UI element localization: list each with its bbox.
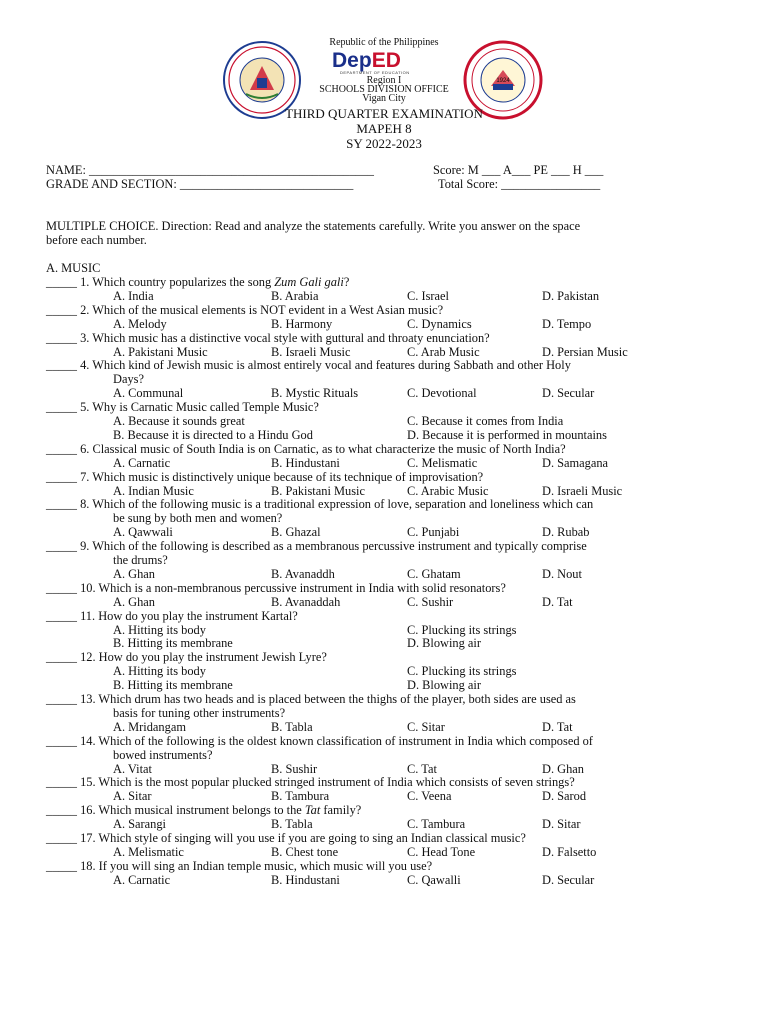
choice-option: A. Carnatic xyxy=(113,455,171,470)
choice-option: A. Carnatic xyxy=(113,872,171,887)
question-text-part: ? xyxy=(343,275,350,289)
choice-option: D. Sitar xyxy=(542,817,581,832)
choice-option: D. Secular xyxy=(542,872,595,887)
choice-option: B. Pakistani Music xyxy=(271,483,365,498)
choice-option: A. Ghan xyxy=(113,594,155,609)
total-score-field[interactable]: Total Score: ________________ xyxy=(438,177,601,191)
deped-logo-dep: Dep xyxy=(332,49,372,72)
choice-option: A. Ghan xyxy=(113,566,155,581)
choice-option: D. Persian Music xyxy=(542,344,628,359)
question-text: _____ 13. Which drum has two heads and is placed between the thighs of the player, both sides are used as xyxy=(46,692,576,706)
question-text: _____ 17. Which style of singing will you use if you are going to sing an Indian classical music? xyxy=(46,831,526,845)
question-emphasis: Tat xyxy=(304,803,321,818)
choice-option: A. Sitar xyxy=(113,789,152,804)
choice-option: B. Avanaddah xyxy=(271,594,341,609)
choice-option: A. Qawwali xyxy=(113,525,173,540)
choice-option: A. Hitting its body xyxy=(113,622,206,637)
directions-line-1: MULTIPLE CHOICE. Direction: Read and analyze the statements carefully. Write you answer on the space xyxy=(46,219,581,233)
question-text: _____ 2. Which of the musical elements is NOT evident in a West Asian music? xyxy=(46,302,444,317)
choice-option: B. Hitting its membrane xyxy=(113,678,233,693)
choice-option: A. Vitat xyxy=(113,761,152,776)
choice-option: C. Tat xyxy=(407,761,437,776)
question-text: _____ 15. Which is the most popular plucked stringed instrument of India which consists of seven strings? xyxy=(46,775,575,790)
choice-option: C. Punjabi xyxy=(407,525,460,540)
choice-option: C. Melismatic xyxy=(407,455,478,470)
choice-option: C. Arab Music xyxy=(407,344,480,359)
region-line: Region I xyxy=(366,75,402,86)
question-text: _____ 12. How do you play the instrument Jewish Lyre? xyxy=(46,650,327,665)
choice-option: C. Qawalli xyxy=(407,872,461,887)
choice-option: C. Ghatam xyxy=(407,566,461,581)
choice-option: A. Hitting its body xyxy=(113,664,206,679)
choice-option: D. Pakistan xyxy=(542,288,600,303)
question-text-continued: bowed instruments? xyxy=(113,747,213,762)
choice-option: D. Rubab xyxy=(542,525,590,540)
choice-option: D. Sarod xyxy=(542,789,587,804)
choice-option: B. Avanaddh xyxy=(271,566,335,581)
choice-option: C. Sitar xyxy=(407,719,445,734)
choice-option: C. Because it comes from India xyxy=(407,414,564,428)
choice-option: D. Tat xyxy=(542,594,573,609)
question-text: _____ 18. If you will sing an Indian temple music, which music will you use? xyxy=(46,858,433,873)
choice-option: A. Melismatic xyxy=(113,844,184,859)
choice-option: D. Blowing air xyxy=(407,678,481,693)
deped-subtitle: DEPARTMENT OF EDUCATION xyxy=(340,70,410,75)
question-text: _____ 3. Which music has a distinctive vocal style with guttural and throaty enunciation? xyxy=(46,330,490,345)
directions-line-2: before each number. xyxy=(46,233,147,247)
choice-option: D. Because it is performed in mountains xyxy=(407,427,607,442)
choice-option: B. Sushir xyxy=(271,761,318,776)
choice-option: B. Harmony xyxy=(271,316,333,331)
choice-option: B. Israeli Music xyxy=(271,344,351,359)
choice-option: C. Arabic Music xyxy=(407,483,489,498)
svg-text:1924: 1924 xyxy=(496,78,510,84)
grade-section-field[interactable]: GRADE AND SECTION: ____________________________ xyxy=(46,177,354,191)
exam-title: THIRD QUARTER EXAMINATION xyxy=(285,106,483,121)
choice-option: A. India xyxy=(113,288,154,303)
choice-option: D. Samagana xyxy=(542,455,609,470)
question-text-part: _____ 1. Which country popularizes the song xyxy=(46,275,275,289)
exam-subject: MAPEH 8 xyxy=(356,121,412,136)
choice-option: D. Tempo xyxy=(542,316,592,331)
choice-option: D. Secular xyxy=(542,386,595,401)
choice-option: B. Tambura xyxy=(271,789,330,804)
question-text xyxy=(46,275,349,289)
question-text: _____ 9. Which of the following is described as a membranous percussive instrument and typically comprise xyxy=(46,539,587,554)
question-text: _____ 6. Classical music of South India is on Carnatic, as to what characterize the music of North India? xyxy=(46,441,566,456)
choice-option: D. Blowing air xyxy=(407,636,481,651)
choice-option: A. Sarangi xyxy=(113,817,166,832)
question-text-continued: Days? xyxy=(113,372,144,387)
choice-option: D. Israeli Music xyxy=(542,483,623,498)
name-field[interactable]: NAME: ______________________________________________ xyxy=(46,163,375,177)
question-emphasis: Zum Gali gali xyxy=(274,275,344,289)
choice-option: C. Tambura xyxy=(407,817,466,832)
question-text: _____ 4. Which kind of Jewish music is almost entirely vocal and features during Sabbath and other Holy xyxy=(46,358,571,373)
choice-option: C. Plucking its strings xyxy=(407,622,517,637)
question-text: _____ 5. Why is Carnatic Music called Temple Music? xyxy=(46,400,319,415)
choice-option: B. Tabla xyxy=(271,817,313,832)
choice-option: C. Head Tone xyxy=(407,844,476,859)
question-text: _____ 8. Which of the following music is a traditional expression of love, separation and loneliness which can xyxy=(46,497,594,512)
question-text: _____ 7. Which music is distinctively unique because of its technique of improvisation? xyxy=(46,469,484,484)
choice-option: C. Plucking its strings xyxy=(407,664,517,679)
choice-option: C. Dynamics xyxy=(407,316,472,331)
choice-option: B. Hitting its membrane xyxy=(113,636,233,651)
choice-option: C. Devotional xyxy=(407,386,477,401)
office-line: SCHOOLS DIVISION OFFICE xyxy=(319,84,449,95)
question-text-part: family? xyxy=(320,803,362,818)
choice-option: C. Sushir xyxy=(407,594,454,609)
choice-option: A. Because it sounds great xyxy=(113,414,245,428)
question-text: _____ 14. Which of the following is the oldest known classification of instrument in India which composed of xyxy=(46,733,593,748)
choice-option: A. Indian Music xyxy=(113,483,194,498)
choice-option: B. Hindustani xyxy=(271,872,340,887)
question-text xyxy=(46,803,361,817)
choice-option: D. Falsetto xyxy=(542,844,597,859)
choice-option: D. Nout xyxy=(542,566,582,581)
choice-option: B. Because it is directed to a Hindu God xyxy=(113,427,313,442)
deped-logo-ed: ED xyxy=(371,49,401,72)
choice-option: B. Ghazal xyxy=(271,525,321,540)
choice-option: A. Mridangam xyxy=(113,719,186,734)
republic-line: Republic of the Philippines xyxy=(329,37,439,48)
choice-option: A. Communal xyxy=(113,386,184,401)
choice-option: C. Veena xyxy=(407,789,452,804)
exam-school-year: SY 2022-2023 xyxy=(346,136,422,151)
question-text-continued: the drums? xyxy=(113,553,168,567)
section-heading: A. MUSIC xyxy=(46,261,101,275)
choice-option: A. Melody xyxy=(113,316,167,331)
choice-option: B. Arabia xyxy=(271,288,319,303)
choice-option: B. Hindustani xyxy=(271,455,340,470)
choice-option: A. Pakistani Music xyxy=(113,344,208,359)
choice-option: D. Tat xyxy=(542,719,573,734)
question-text-continued: basis for tuning other instruments? xyxy=(113,705,286,720)
question-text: _____ 11. How do you play the instrument Kartal? xyxy=(46,608,298,623)
choice-option: C. Israel xyxy=(407,288,449,303)
choice-option: B. Chest tone xyxy=(271,844,339,859)
question-text: _____ 10. Which is a non-membranous percussive instrument in India with solid resonators? xyxy=(46,580,506,595)
question-text-part: _____ 16. Which musical instrument belongs to the xyxy=(46,803,305,818)
choice-option: D. Ghan xyxy=(542,761,584,776)
choice-option: B. Mystic Rituals xyxy=(271,386,359,401)
city-line: Vigan City xyxy=(362,93,406,104)
deped-logo xyxy=(332,50,401,72)
choice-option: B. Tabla xyxy=(271,719,313,734)
score-field[interactable]: Score: M ___ A___ PE ___ H ___ xyxy=(433,163,604,177)
question-text-continued: be sung by both men and women? xyxy=(113,511,283,526)
